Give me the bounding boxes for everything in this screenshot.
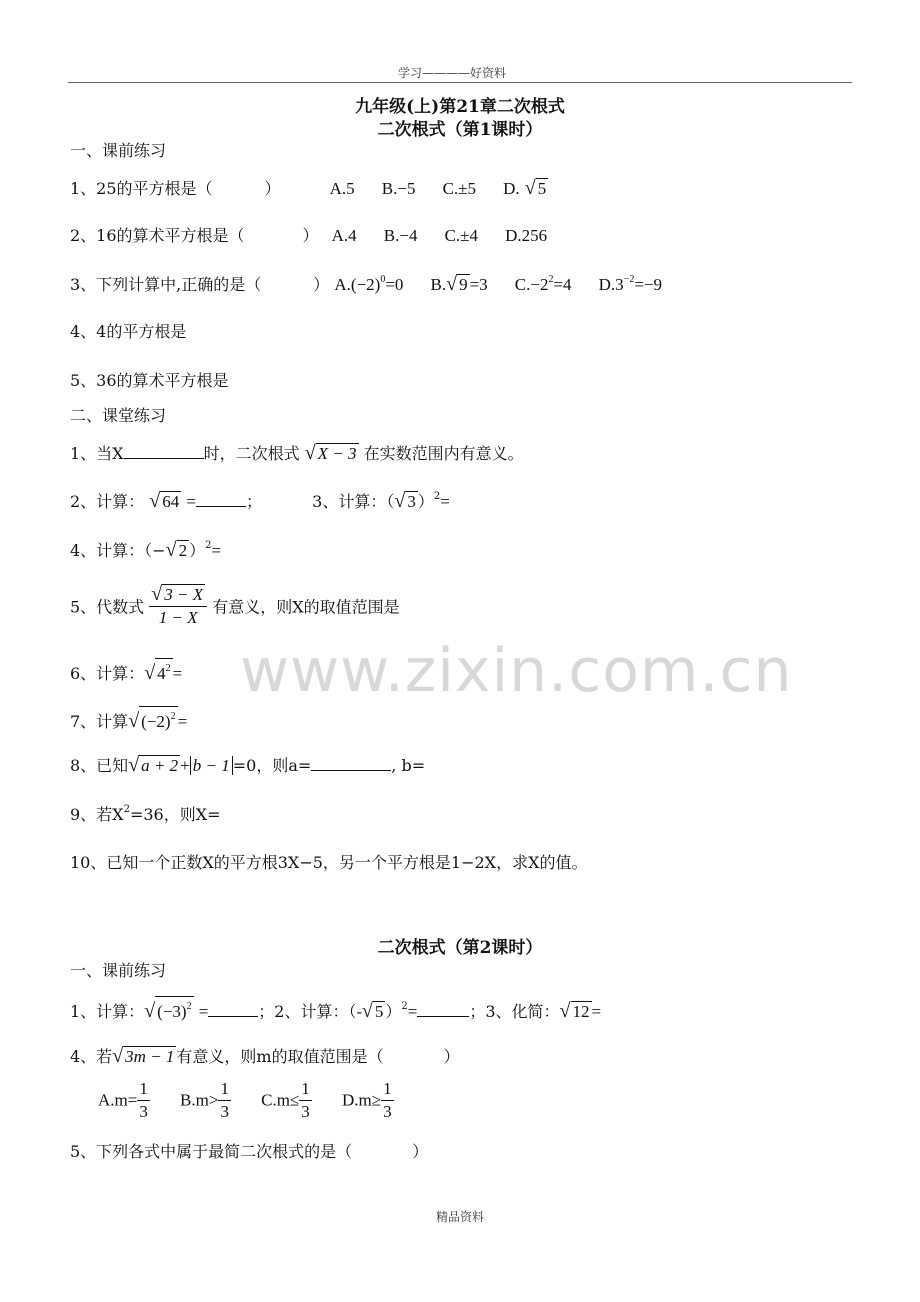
- question-3: [70, 272, 662, 296]
- option-b: B.m>: [180, 1090, 219, 1110]
- section-heading-pre-class: 一、课前练习: [70, 141, 167, 160]
- option-c: C.m≤: [261, 1090, 300, 1110]
- question-close: ）: [264, 179, 281, 198]
- question-l2-4: 4、若√ 3m − 1 有意义，则m的取值范围是（ ）: [70, 1045, 460, 1067]
- question-2-8: 8、已知√ a + 2 + b − 1 =0，则a= , b=: [70, 754, 426, 776]
- option-a: A.5: [329, 179, 355, 198]
- question-1: [70, 176, 548, 200]
- header-divider: [68, 82, 852, 83]
- question-2-4: 4、计算：（−√ 2 ）$^2$=: [70, 539, 222, 561]
- option-d: D.: [503, 179, 520, 198]
- question-close: ）: [313, 275, 330, 294]
- question-text: 3、下列计算中,正确的是（: [70, 275, 262, 294]
- option-c: C.±5: [442, 179, 476, 198]
- option-b: B.−4: [383, 226, 418, 245]
- radical: √ 5: [524, 177, 547, 199]
- question-text: 2、16的算术平方根是（: [70, 226, 245, 245]
- question-5: 5、36的算术平方根是: [70, 371, 229, 390]
- option-c: $C.-2^2=4$: [514, 274, 572, 294]
- question-2-3: 3、计算：（√ 3 ）$^2$=: [312, 490, 450, 512]
- question-l2-1: 1、计算：√ $(-3)^2$ = ；2、计算：（-√ 5 ）$^2$= ；3、化简：√ 12 =: [70, 996, 601, 1023]
- question-2-6: 6、计算：√ $4^2$ =: [70, 658, 182, 685]
- option-b: B.√ 9 =3: [430, 273, 488, 295]
- watermark: www.zixin.com.cn: [240, 636, 793, 706]
- option-d: $D.3^{-2}=-9$: [598, 274, 663, 294]
- option-a: $A.(-2)^0=0$: [334, 274, 404, 294]
- question-close: ）: [302, 226, 319, 245]
- radical: √ X − 3: [304, 442, 357, 464]
- question-2-10: 10、已知一个正数X的平方根3X−5，另一个平方根是1−2X，求X的值。: [70, 853, 588, 872]
- question-text: 1、25的平方根是（: [70, 179, 213, 198]
- question-2-1: 1、当X 时，二次根式 √ X − 3 在实数范围内有意义。: [70, 442, 524, 464]
- question-4: 4、4的平方根是: [70, 322, 187, 341]
- lesson-title-2: 二次根式（第2课时）: [377, 938, 543, 958]
- page-footer: 精品资料: [436, 1210, 485, 1224]
- section-heading-in-class: 二、课堂练习: [70, 406, 167, 425]
- page-title: 九年级(上)第21章二次根式: [355, 97, 565, 117]
- question-l2-5: 5、下列各式中属于最简二次根式的是（ ）: [70, 1142, 429, 1161]
- option-a: A.m=: [98, 1090, 138, 1110]
- lesson-title-1: 二次根式（第1课时）: [377, 120, 543, 140]
- page-header: 学习————好资料: [398, 66, 507, 80]
- question-2-2: 2、计算： √ 64 = ； 3、计算：（√ 3 ）$^2$=: [70, 490, 450, 512]
- radical: √ 64: [149, 490, 180, 512]
- question-2: [70, 223, 547, 246]
- section-heading-pre-class-2: 一、课前练习: [70, 961, 167, 980]
- option-a: A.4: [331, 226, 357, 245]
- question-2-5: 5、代数式 $\frac{√ 3 - X}{1 - X}$ 有意义，则X的取值范围是: [70, 583, 400, 627]
- option-d: D.256: [505, 226, 548, 245]
- option-c: C.±4: [444, 226, 478, 245]
- option-d: D.m≥: [341, 1090, 382, 1110]
- question-2-9: 9、若$X^2=36$，则X=: [70, 804, 221, 824]
- option-b: B.−5: [381, 179, 416, 198]
- question-2-7: 7、计算√ $(-2)^2$ =: [70, 706, 187, 733]
- fraction: $\frac{√ 3 - X}{1 - X}$: [149, 583, 207, 629]
- question-l2-4-options: A.m= $\frac{1}{3}$ B.m> $\frac{1}{3}$ C.m≤ $\frac{1}{3}$ D.m≥ $\frac{1}{3}$: [98, 1079, 392, 1121]
